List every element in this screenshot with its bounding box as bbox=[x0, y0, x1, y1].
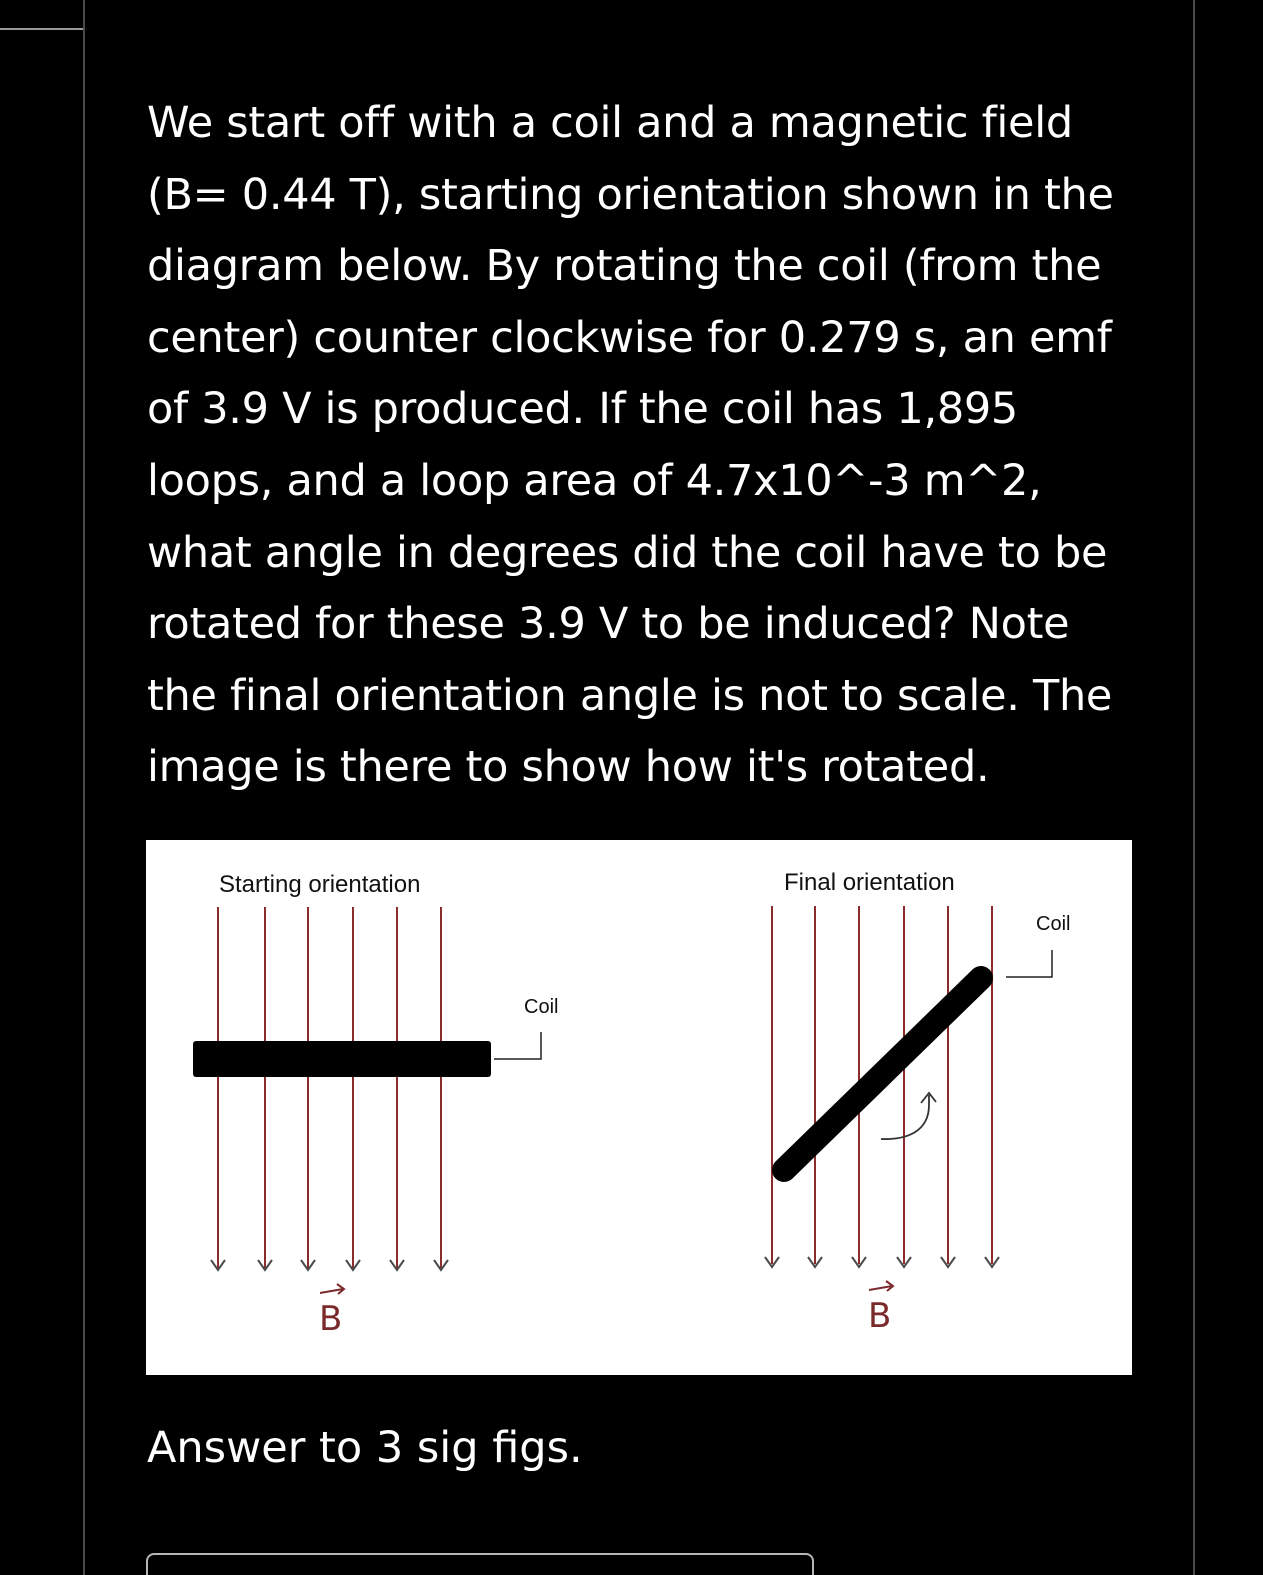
left-coil-label: Coil bbox=[524, 996, 559, 1018]
right-coil-pointer bbox=[1006, 950, 1052, 977]
left-coil-pointer bbox=[494, 1032, 541, 1059]
left-field-arrowheads bbox=[211, 1260, 448, 1270]
coil-diagram bbox=[146, 840, 1132, 1375]
right-field-arrowheads bbox=[765, 1257, 999, 1267]
right-coil-label: Coil bbox=[1036, 913, 1071, 935]
right-b-letter: B bbox=[868, 1296, 892, 1336]
top-tab[interactable] bbox=[0, 0, 94, 30]
left-coil bbox=[193, 1041, 491, 1077]
final-orientation-title: Final orientation bbox=[784, 869, 955, 896]
left-field-label bbox=[319, 1284, 344, 1339]
right-field-label bbox=[868, 1281, 893, 1336]
answer-instruction: Answer to 3 sig figs. bbox=[147, 1423, 583, 1473]
left-b-letter: B bbox=[319, 1299, 343, 1339]
question-text: We start off with a coil and a magnetic field (B= 0.44 T), starting orientation shown in the diagram below. By rotating the coil (from the center) counter clockwise for 0.279 s, an emf of 3.9 V is produced. If the coil has 1,895 loops, and a loop area of 4.7x10^-3 m^2, what angle in degrees did the coil have to be rotated for these 3.9 V to be induced? Note the final orientation angle is not to scale. The image is there to show how it's rotated. bbox=[147, 98, 1114, 793]
starting-orientation-title: Starting orientation bbox=[219, 871, 421, 898]
answer-input[interactable] bbox=[146, 1553, 814, 1575]
left-field-lines bbox=[218, 907, 441, 1268]
right-coil bbox=[784, 978, 981, 1170]
coil-diagram-svg bbox=[146, 840, 1132, 1375]
